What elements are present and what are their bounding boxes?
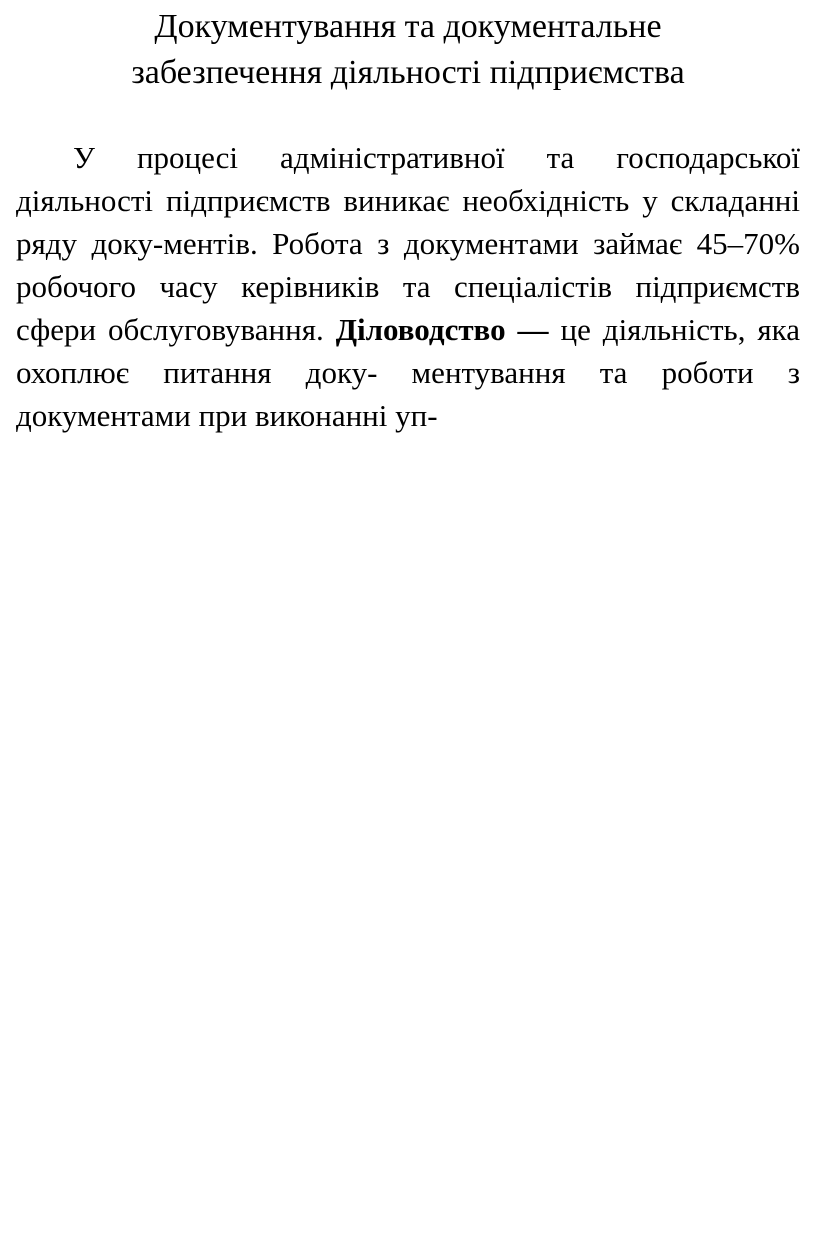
title-line-2: забезпечення діяльності підприємства — [131, 54, 685, 91]
term-dilovodstvo: Діловодство — — [335, 312, 549, 347]
page-title — [0, 4, 816, 96]
title-line-1: Документування та документальне — [154, 8, 662, 45]
term-definition: це діяльність, яка охоплює питання доку- ментування та роботи з документами при виконанні уп- — [16, 312, 801, 433]
paragraph-intro: У процесі адміністративної та господарської діяльності підприємств виникає необхідність у складанні ряду доку-ментів. Робота з документами займає 45–70% робочого часу керівників та спеціалістів підприємств сфери обслуговування. — [16, 140, 800, 347]
body-paragraph — [16, 136, 800, 437]
